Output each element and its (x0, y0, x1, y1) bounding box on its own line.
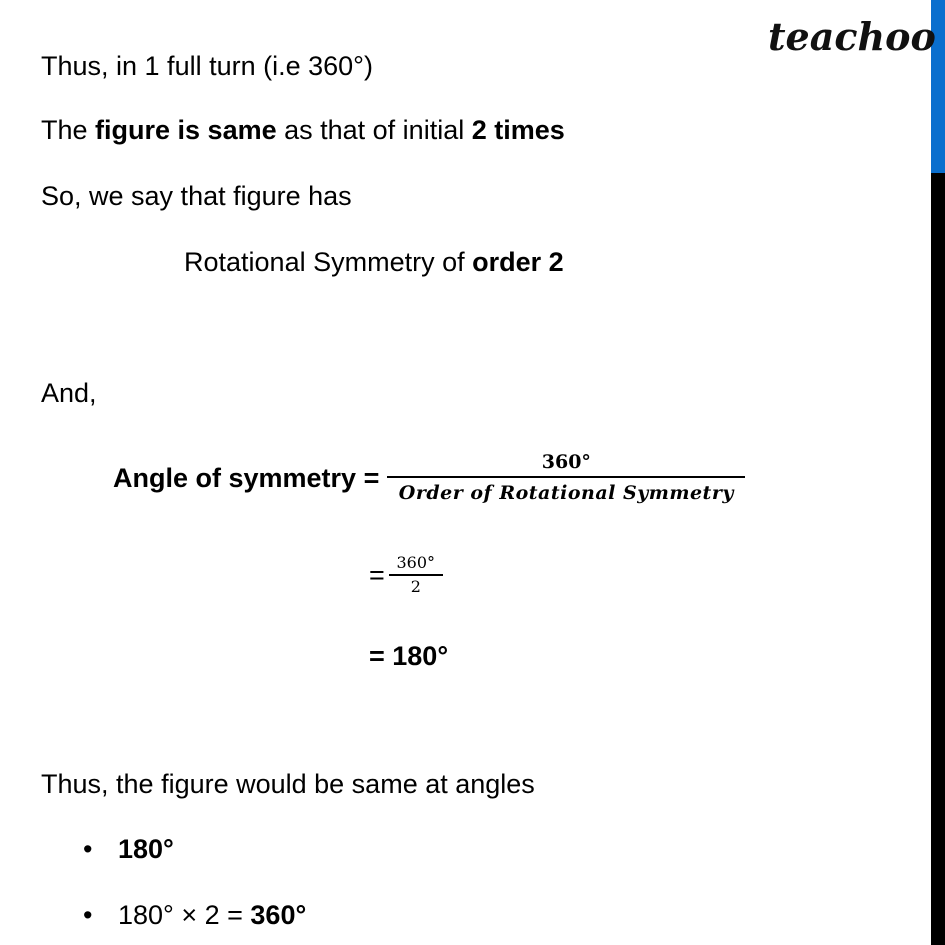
text-line-and: And, (41, 378, 97, 408)
text-line-same-at-angles: Thus, the figure would be same at angles (41, 769, 535, 799)
text-bold: 2 times (471, 115, 565, 145)
text-line-rotational-order (184, 246, 564, 278)
bullet-item-180 (118, 833, 174, 865)
text-bold: 180° (118, 834, 174, 864)
fraction-denominator: 2 (410, 576, 421, 596)
text-bold: order 2 (472, 247, 564, 277)
formula-fraction (387, 448, 745, 508)
formula-angle-of-symmetry (113, 448, 745, 508)
text-plain: as that of initial (276, 115, 472, 145)
bullet-icon: • (83, 900, 93, 930)
text-line-we-say: So, we say that figure has (41, 181, 352, 211)
text-line-full-turn: Thus, in 1 full turn (i.e 360°) (41, 51, 373, 81)
fraction-numerator: 360° (541, 451, 591, 473)
bullet-item-360 (118, 899, 306, 931)
text-line-figure-same (41, 114, 565, 146)
teachoo-logo: teachoo (768, 14, 936, 59)
fraction-denominator: Order of Rotational Symmetry (398, 482, 734, 504)
text-plain: Rotational Symmetry of (184, 247, 473, 277)
text-plain: The (41, 115, 96, 145)
equals-sign: = (369, 559, 385, 590)
formula-step-1 (369, 552, 443, 598)
step-fraction (389, 552, 443, 598)
text-plain: 180° × 2 = (118, 900, 251, 930)
fraction-numerator: 360° (396, 553, 436, 572)
text-bold: figure is same (95, 115, 277, 145)
formula-result: = 180° (369, 641, 449, 671)
bullet-icon: • (83, 834, 93, 864)
formula-label: Angle of symmetry = (113, 463, 380, 493)
text-bold: 360° (250, 900, 307, 930)
side-bar-black-segment (931, 173, 945, 945)
slide-side-bar (931, 0, 945, 945)
